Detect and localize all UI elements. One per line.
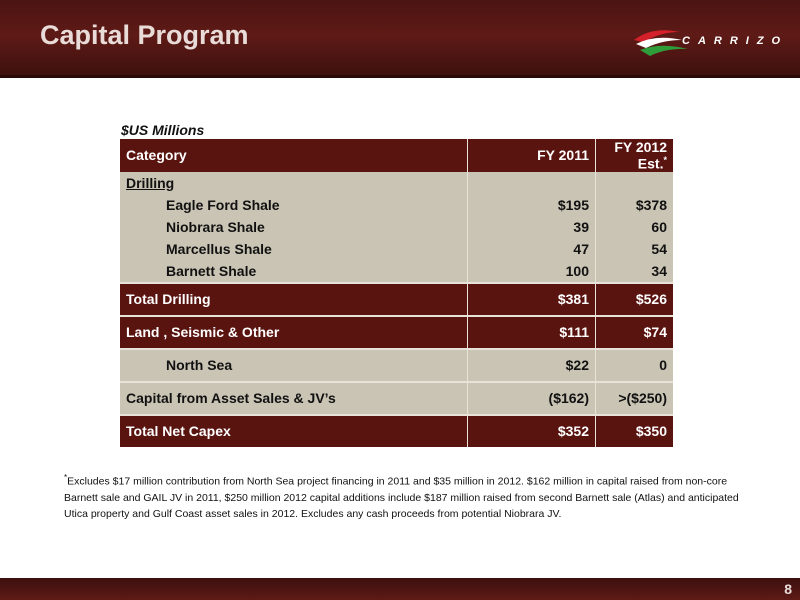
section-label: Drilling [120, 172, 468, 194]
footnote [64, 470, 744, 522]
footnote-mark: * [663, 155, 667, 165]
table-row-north-sea: North Sea $22 0 [120, 349, 673, 382]
table-row: Barnett Shale 100 34 [120, 260, 673, 283]
table-row: Niobrara Shale 39 60 [120, 216, 673, 238]
page-number: 8 [784, 581, 792, 597]
logo-text: CARRIZO [682, 35, 789, 47]
column-header-fy2011: FY 2011 [468, 139, 596, 172]
table-row-drilling-section [120, 172, 673, 194]
footnote-mark: * [64, 473, 68, 482]
footnote-text: Excludes $17 million contribution from North Sea project financing in 2011 and $35 million in 2012. $162 million in capital raised from non-core Barnett sale and GAIL JV in 2011, $250 million 2012 capital additions include $187 million raised from second Barnett sale (Atlas) and anticipated Utica property and Gulf Coast asset sales in 2012. Excludes any cash proceeds from potential Niobrara JV. [64, 475, 739, 520]
table-row: Eagle Ford Shale $195 $378 [120, 194, 673, 216]
header-banner [0, 0, 800, 78]
page-title: Capital Program [40, 20, 249, 50]
column-header-fy2012: FY 2012 Est.* [596, 139, 674, 172]
table-row-total-drilling: Total Drilling $381 $526 [120, 283, 673, 316]
footer-bar [0, 578, 800, 600]
table-row-asset-sales: Capital from Asset Sales & JV’s ($162) >($250) [120, 382, 673, 415]
table-header-row [120, 139, 673, 172]
capital-program-table [120, 139, 673, 447]
table-row-total-net-capex: Total Net Capex $352 $350 [120, 415, 673, 447]
table-row-land-seismic: Land , Seismic & Other $111 $74 [120, 316, 673, 349]
units-label: $US Millions [121, 122, 205, 138]
company-logo [632, 22, 789, 62]
table-row: Marcellus Shale 47 54 [120, 238, 673, 260]
column-header-category: Category [120, 139, 468, 172]
